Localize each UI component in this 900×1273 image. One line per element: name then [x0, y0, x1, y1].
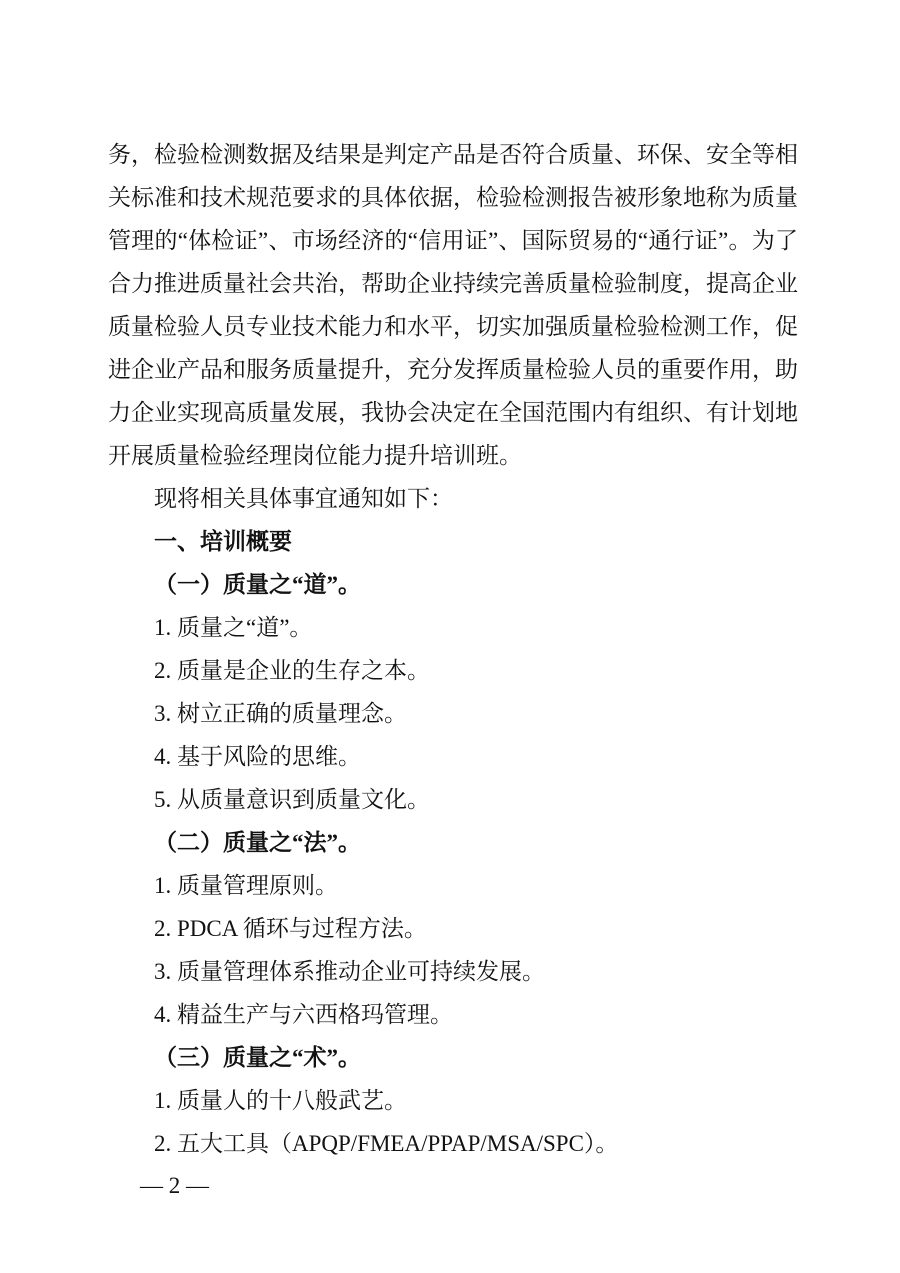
list-item-dao-4: 4. 基于风险的思维。: [154, 744, 361, 769]
paragraph-notice-lead: 现将相关具体事宜通知如下：: [154, 486, 453, 511]
list-item-shu-2: 2. 五大工具（APQP/FMEA/PPAP/MSA/SPC）。: [154, 1131, 619, 1156]
list-item-fa-3: 3. 质量管理体系推动企业可持续发展。: [154, 959, 545, 984]
list-item-shu-1: 1. 质量人的十八般武艺。: [154, 1088, 407, 1113]
page-number: — 2 —: [140, 1173, 209, 1198]
subsection-heading-quality-dao: （一）质量之“道”。: [154, 572, 361, 597]
list-item-dao-1: 1. 质量之“道”。: [154, 615, 313, 640]
subsection-heading-quality-fa: （二）质量之“法”。: [154, 830, 361, 855]
list-item-fa-1: 1. 质量管理原则。: [154, 873, 338, 898]
list-item-dao-2: 2. 质量是企业的生存之本。: [154, 658, 430, 683]
list-item-fa-2: 2. PDCA 循环与过程方法。: [154, 916, 427, 941]
list-item-dao-3: 3. 树立正确的质量理念。: [154, 701, 407, 726]
subsection-heading-quality-shu: （三）质量之“术”。: [154, 1045, 361, 1070]
list-item-dao-5: 5. 从质量意识到质量文化。: [154, 787, 430, 812]
paragraph-continuation: 务，检验检测数据及结果是判定产品是否符合质量、环保、安全等相关标准和技术规范要求的具体依据，检验检测报告被形象地称为质量管理的“体检证”、市场经济的“信用证”、国际贸易的“通行证”。为了合力推进质量社会共治，帮助企业持续完善质量检验制度，提高企业质量检验人员专业技术能力和水平，切实加强质量检验检测工作，促进企业产品和服务质量提升，充分发挥质量检验人员的重要作用，助力企业实现高质量发展，我协会决定在全国范围内有组织、有计划地开展质量检验经理岗位能力提升培训班。: [108, 142, 798, 468]
section-heading-training-overview: 一、培训概要: [154, 528, 292, 554]
document-body: [108, 133, 798, 1165]
list-item-fa-4: 4. 精益生产与六西格玛管理。: [154, 1002, 453, 1027]
